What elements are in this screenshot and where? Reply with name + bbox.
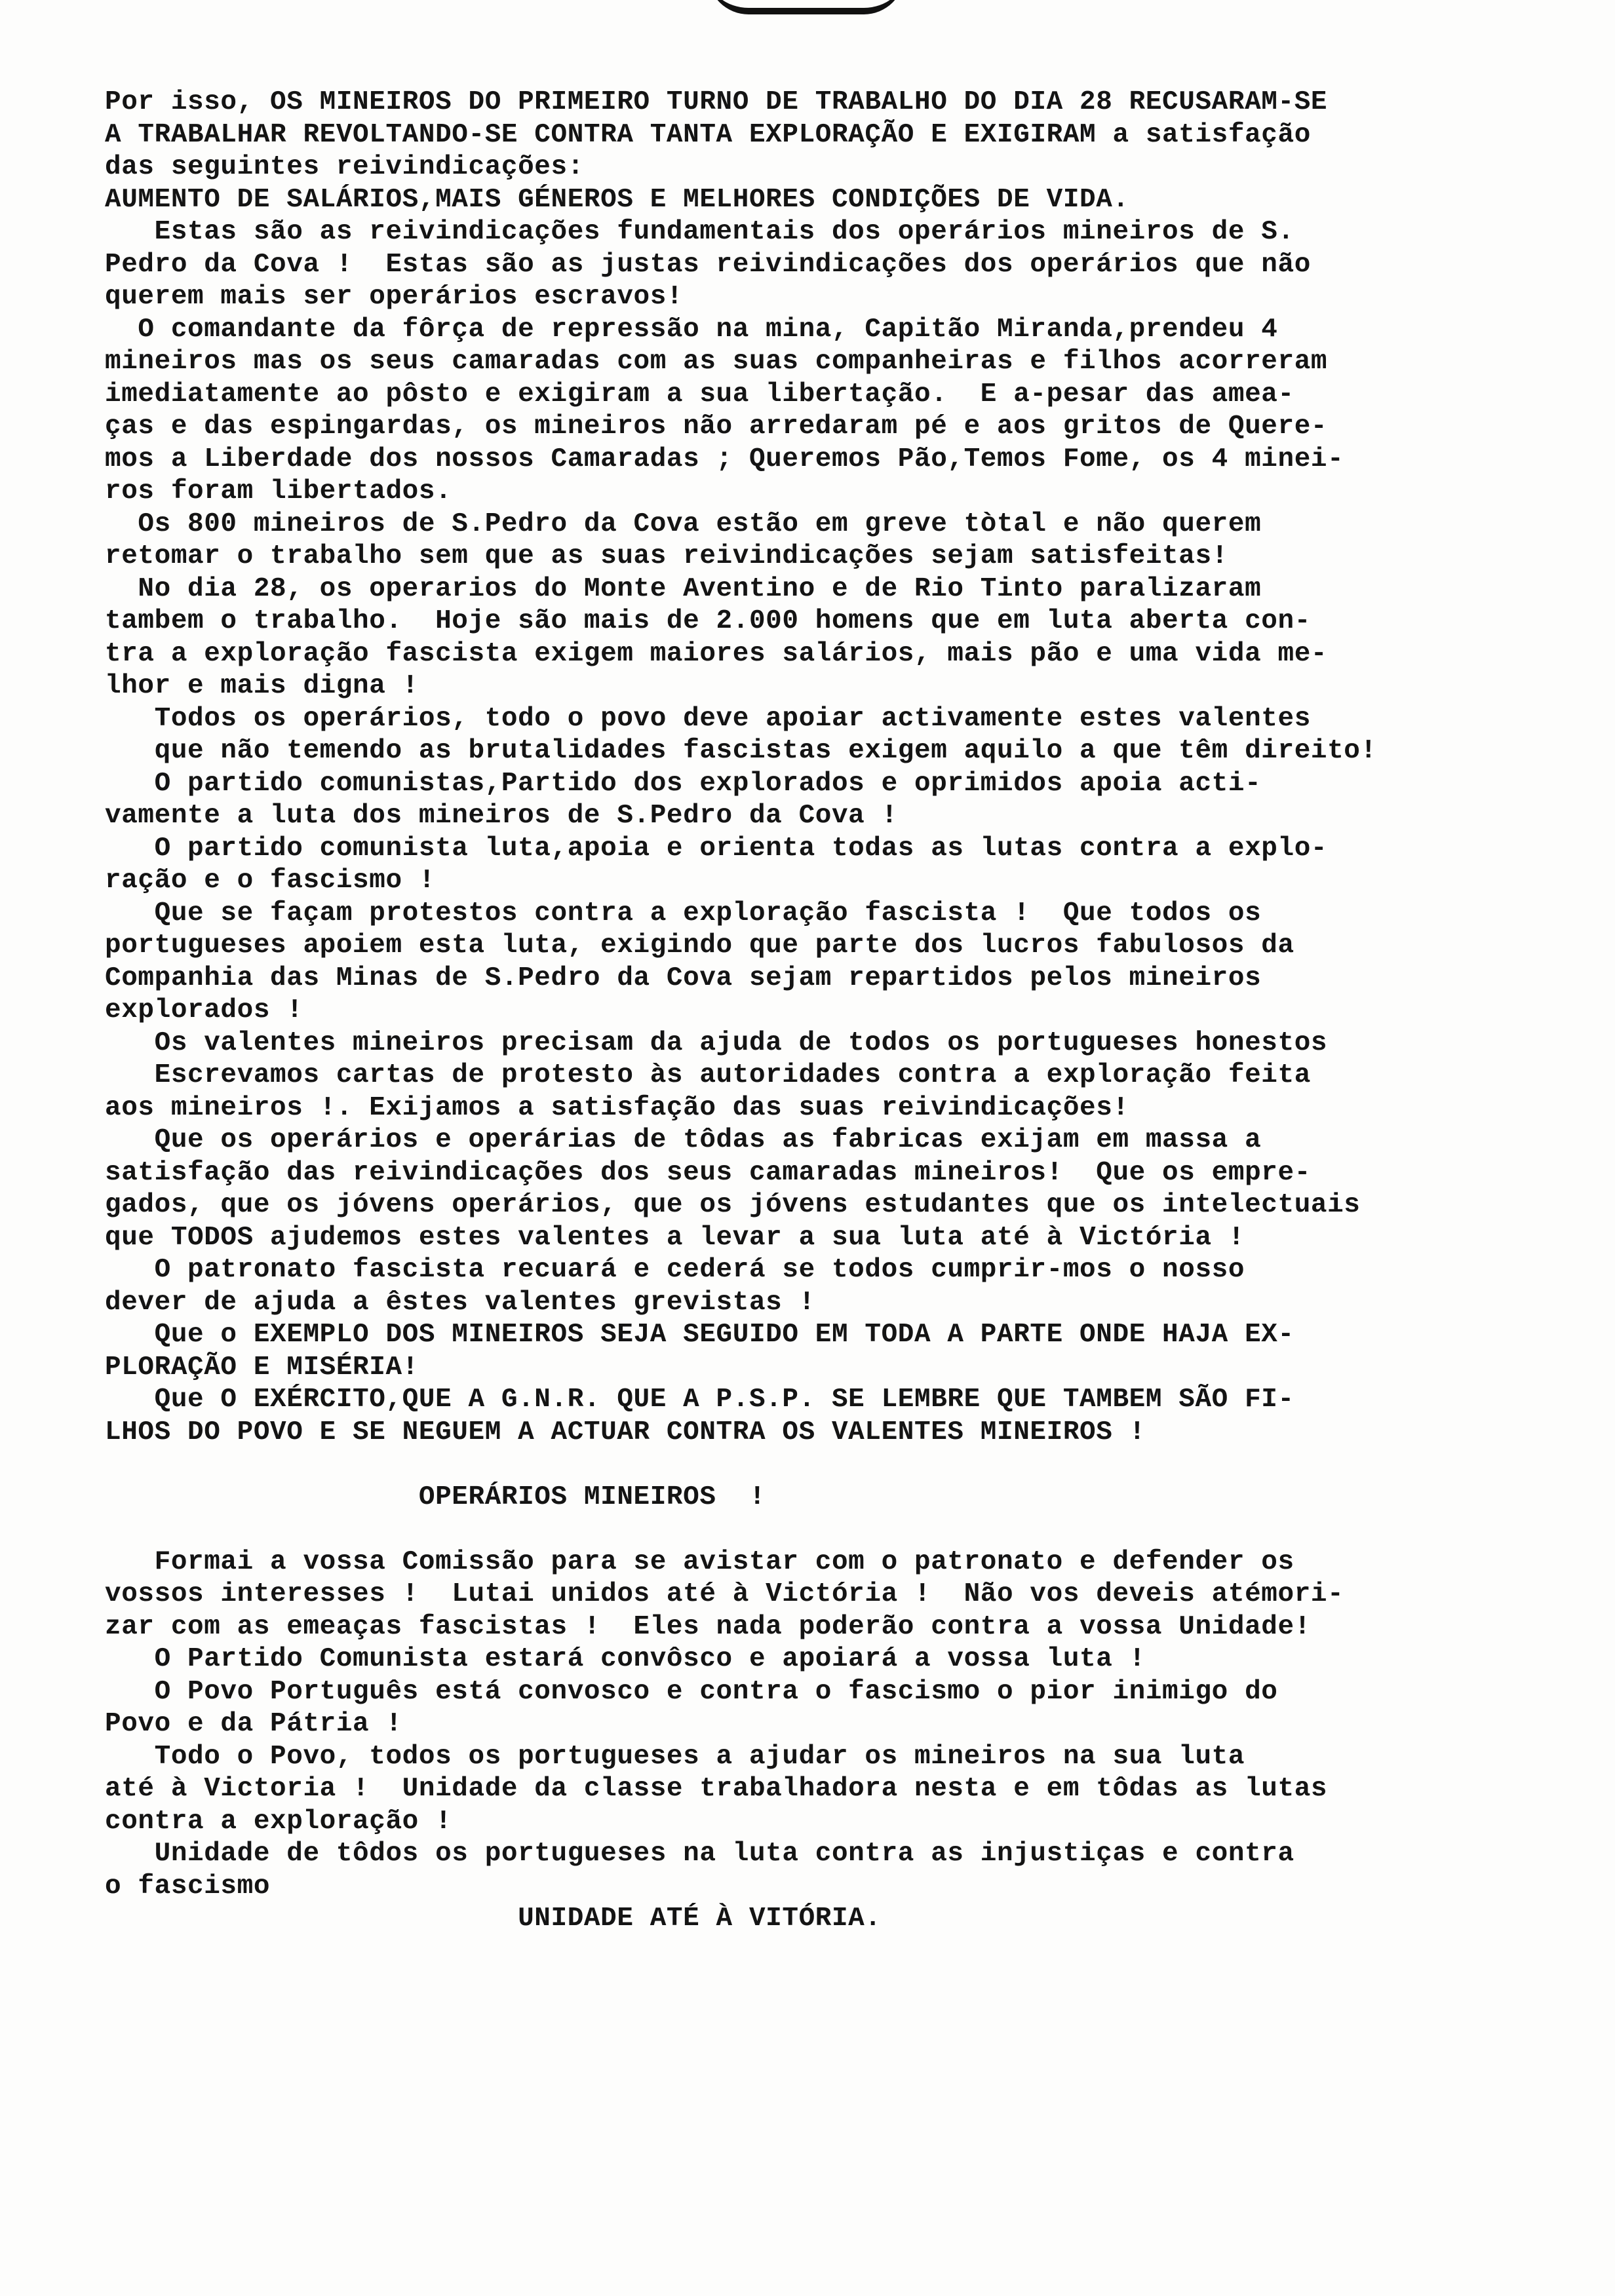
text-line: Que O EXÉRCITO,QUE A G.N.R. QUE A P.S.P. SE LEMBRE QUE TAMBEM SÃO FI-: [105, 1385, 1294, 1415]
text-line: que não temendo as brutalidades fascistas exigem aquilo a que têm direito!: [105, 736, 1377, 766]
text-line: contra a exploração !: [105, 1806, 452, 1837]
text-line: Pedro da Cova ! Estas são as justas reivindicações dos operários que não: [105, 249, 1311, 280]
text-line: Formai a vossa Comissão para se avistar com o patronato e defender os: [105, 1546, 1294, 1577]
text-line: [105, 1514, 1593, 1546]
text-line: O partido comunistas,Partido dos explorados e oprimidos apoia acti-: [105, 768, 1262, 799]
text-line: Todo o Povo, todos os portugueses a ajudar os mineiros na sua luta: [105, 1741, 1245, 1772]
text-line: No dia 28, os operarios do Monte Aventino e de Rio Tinto paralizaram: [105, 573, 1262, 604]
text-line: O Povo Português está convosco e contra o fascismo o pior inimigo do: [105, 1676, 1278, 1707]
text-line: satisfação das reivindicações dos seus camaradas mineiros! Que os empre-: [105, 1157, 1311, 1188]
text-line: dever de ajuda a êstes valentes grevistas !: [105, 1287, 815, 1318]
text-line: PLORAÇÃO E MISÉRIA!: [105, 1352, 419, 1383]
text-line: AUMENTO DE SALÁRIOS,MAIS GÉNEROS E MELHORES CONDIÇÕES DE VIDA.: [105, 184, 1129, 215]
text-line: retomar o trabalho sem que as suas reivindicações sejam satisfeitas!: [105, 541, 1228, 571]
text-line: vossos interesses ! Lutai unidos até à Victória ! Não vos deveis atémori-: [105, 1579, 1344, 1609]
page-number-mark: [708, 0, 905, 14]
text-line: explorados !: [105, 995, 303, 1025]
text-line: zar com as emeaças fascistas ! Eles nada poderão contra a vossa Unidade!: [105, 1611, 1311, 1642]
text-line: gados, que os jóvens operários, que os jóvens estudantes que os intelectuais: [105, 1190, 1361, 1220]
text-line: aos mineiros !. Exijamos a satisfação das suas reivindicações!: [105, 1092, 1129, 1123]
text-line: tambem o trabalho. Hoje são mais de 2.000 homens que em luta aberta con-: [105, 606, 1311, 636]
text-line: O patronato fascista recuará e cederá se todos cumprir-mos o nosso: [105, 1255, 1245, 1285]
text-line: Que se façam protestos contra a exploração fascista ! Que todos os: [105, 898, 1262, 928]
text-line: Todos os operários, todo o povo deve apoiar activamente estes valentes: [105, 703, 1311, 734]
text-line: lhor e mais digna !: [105, 671, 419, 701]
text-line: Que o EXEMPLO DOS MINEIROS SEJA SEGUIDO EM TODA A PARTE ONDE HAJA EX-: [105, 1320, 1294, 1350]
text-line: O partido comunista luta,apoia e orienta todas as lutas contra a explo-: [105, 833, 1328, 864]
text-line: portugueses apoiem esta luta, exigindo que parte dos lucros fabulosos da: [105, 930, 1294, 961]
text-line: o fascismo: [105, 1871, 271, 1902]
text-line: Que os operários e operárias de tôdas as fabricas exijam em massa a: [105, 1125, 1262, 1155]
text-line: até à Victoria ! Unidade da classe trabalhadora nesta e em tôdas as lutas: [105, 1774, 1328, 1804]
text-line: Os valentes mineiros precisam da ajuda de todos os portugueses honestos: [105, 1027, 1328, 1058]
text-line: Unidade de tôdos os portugueses na luta contra as injustiças e contra: [105, 1839, 1294, 1869]
text-line: querem mais ser operários escravos!: [105, 282, 684, 312]
text-line: mineiros mas os seus camaradas com as suas companheiras e filhos acorreram: [105, 347, 1328, 377]
text-line: ros foram libertados.: [105, 476, 452, 507]
text-line: tra a exploração fascista exigem maiores salários, mais pão e uma vida me-: [105, 638, 1328, 669]
text-line: LHOS DO POVO E SE NEGUEM A ACTUAR CONTRA OS VALENTES MINEIROS !: [105, 1417, 1146, 1447]
closing-slogan: UNIDADE ATÉ À VITÓRIA.: [105, 1904, 882, 1934]
text-line: Por isso, OS MINEIROS DO PRIMEIRO TURNO DE TRABALHO DO DIA 28 RECUSARAM-SE: [105, 87, 1328, 117]
section-heading: OPERÁRIOS MINEIROS !: [105, 1482, 766, 1512]
text-line: Companhia das Minas de S.Pedro da Cova sejam repartidos pelos mineiros: [105, 963, 1262, 993]
text-line: [105, 1449, 1593, 1482]
text-line: Escrevamos cartas de protesto às autoridades contra a exploração feita: [105, 1060, 1311, 1090]
text-line: ças e das espingardas, os mineiros não arredaram pé e aos gritos de Quere-: [105, 411, 1328, 442]
text-line: das seguintes reivindicações:: [105, 152, 584, 182]
text-line: Estas são as reivindicações fundamentais dos operários mineiros de S.: [105, 217, 1294, 247]
typed-text-body: [105, 86, 1593, 1936]
text-line: imediatamente ao pôsto e exigiram a sua libertação. E a-pesar das amea-: [105, 379, 1294, 410]
text-line: Os 800 mineiros de S.Pedro da Cova estão em greve tòtal e não querem: [105, 508, 1262, 539]
text-line: A TRABALHAR REVOLTANDO-SE CONTRA TANTA EXPLORAÇÃO E EXIGIRAM a satisfação: [105, 119, 1311, 150]
text-line: que TODOS ajudemos estes valentes a levar a sua luta até à Victória !: [105, 1222, 1245, 1253]
text-line: O comandante da fôrça de repressão na mina, Capitão Miranda,prendeu 4: [105, 314, 1278, 345]
text-line: ração e o fascismo !: [105, 866, 436, 896]
text-line: mos a Liberdade dos nossos Camaradas ; Queremos Pão,Temos Fome, os 4 minei-: [105, 444, 1344, 474]
text-line: Povo e da Pátria !: [105, 1709, 402, 1739]
text-line: vamente a luta dos mineiros de S.Pedro da Cova !: [105, 801, 898, 831]
text-line: O Partido Comunista estará convôsco e apoiará a vossa luta !: [105, 1644, 1146, 1674]
